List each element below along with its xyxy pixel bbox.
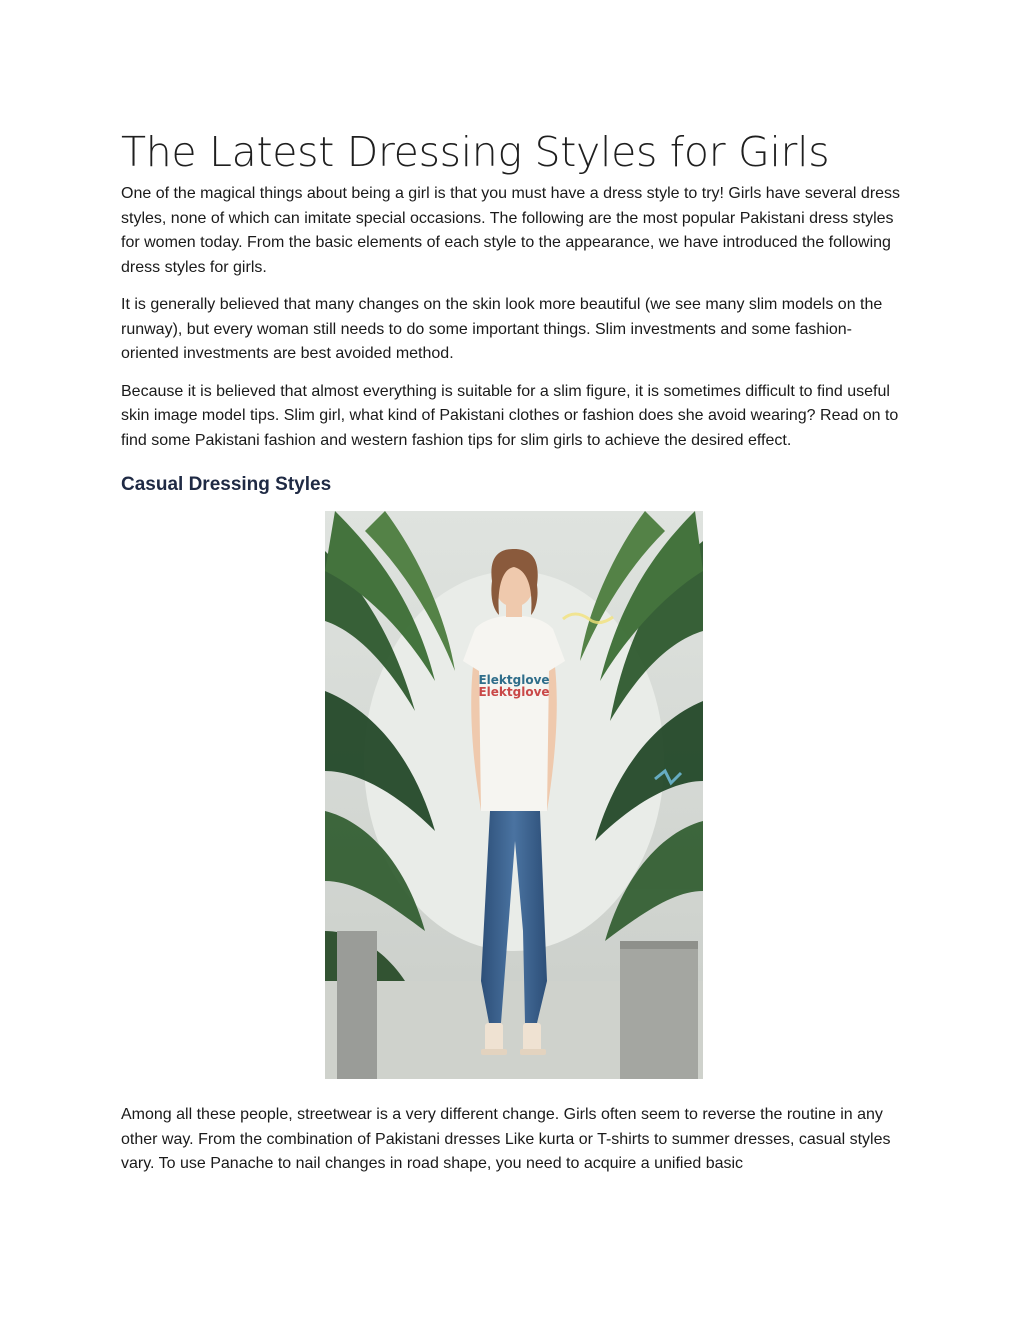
body-paragraph-3: Because it is believed that almost everything is suitable for a slim figure, it is sometimes difficult to find useful skin image model tips. Slim girl, what kind of Pakistani clothes or fashion does she avoid wearing? Read on to find some Pakistani fashion and western fashion tips for slim girls to achieve the desired effect.: [121, 382, 899, 449]
shirt-print-text: Elektglove: [477, 673, 550, 687]
fashion-photo-illustration: [325, 511, 703, 1079]
shirt-print-text-2: Elektglove: [477, 685, 550, 699]
document-page: [121, 126, 906, 1190]
body-paragraph-2: It is generally believed that many changes on the skin look more beautiful (we see many slim models on the runway), but every woman still needs to do some important things. Slim investments and some fashion-oriented investments are best avoided method.: [121, 296, 883, 362]
closing-paragraph: Among all these people, streetwear is a very different change. Girls often seem to reverse the routine in any other way. From the combination of Pakistani dresses Like kurta or T-shirts to summer dresses, casual styles vary. To use Panache to nail changes in road shape, you need to acquire a unified basic: [121, 1106, 891, 1172]
section-heading: Casual Dressing Styles: [121, 474, 332, 495]
intro-paragraph: One of the magical things about being a girl is that you must have a dress style to try! Girls have several dress styles, none of which can imitate special occasions. The following are the most popular Pakistani dress styles for women today. From the basic elements of each style to the appearance, we have introduced the following dress styles for girls.: [121, 185, 901, 276]
fashion-photo: [325, 511, 703, 1079]
page-title: The Latest Dressing Styles for Girls: [121, 128, 830, 176]
